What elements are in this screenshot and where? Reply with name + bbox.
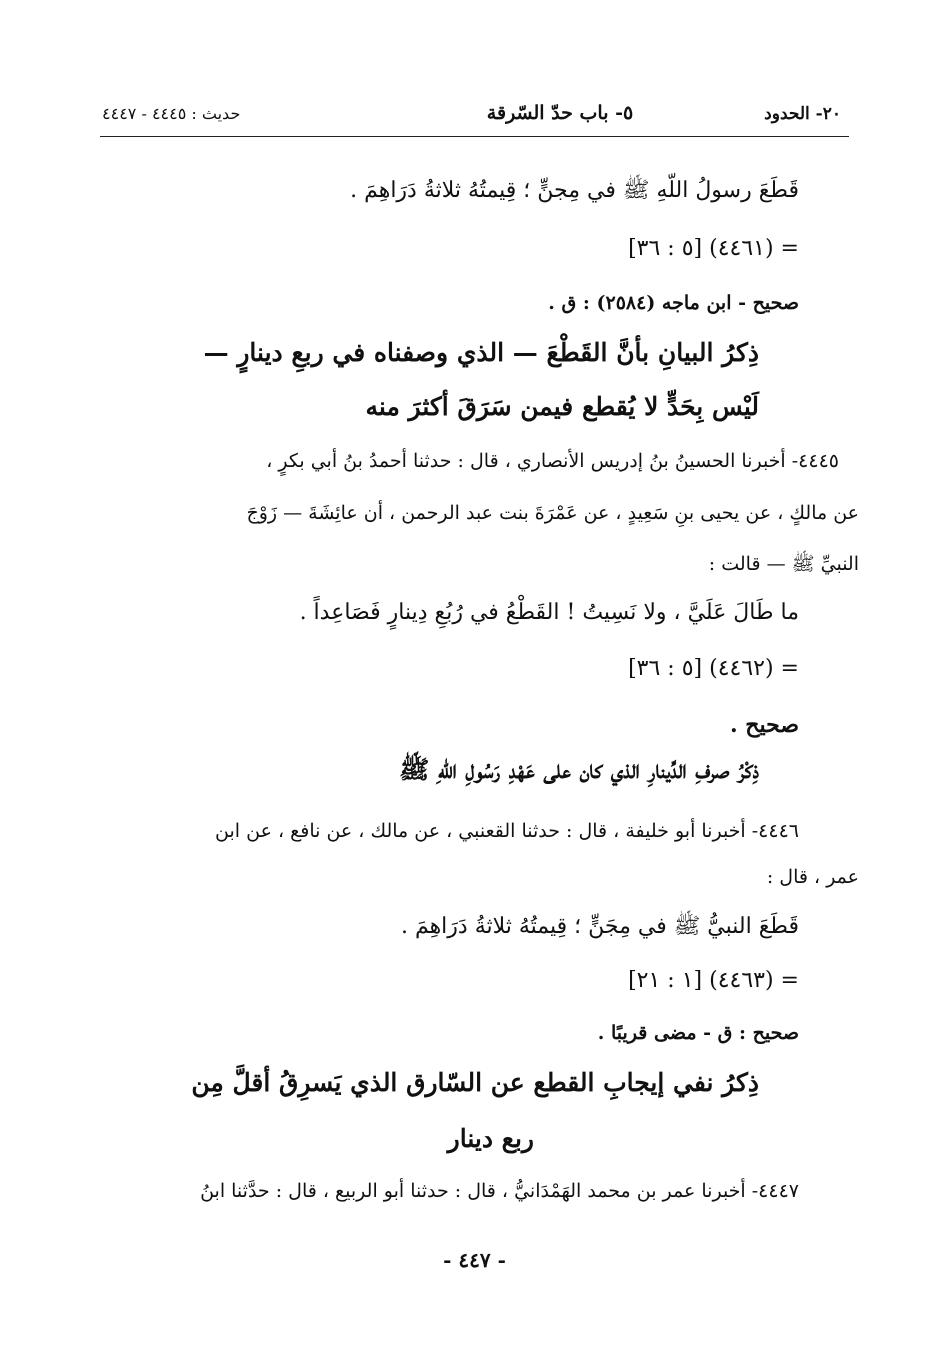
- isnad-line: النبيِّ ﷺ — قالت :: [708, 553, 859, 575]
- header-chapter-title: ٥- باب حدّ السّرقة: [486, 102, 634, 124]
- hadith-text: قَطَعَ رسولُ اللّهِ ﷺ في مِجنٍّ ؛ قِيمتُهُ ثلاثةُ دَرَاهِمَ .: [350, 178, 799, 203]
- cross-reference: = (٤٤٦٢) [٥ : ٣٦]: [628, 656, 799, 681]
- hadith-text: قَطَعَ النبيُّ ﷺ في مِجَنٍّ ؛ قِيمتُهُ ثلاثةُ دَرَاهِمَ .: [400, 914, 799, 939]
- section-heading: ذِكرُ نفي إيجابِ القطع عن السّارق الذي يَسرِقُ أقلَّ مِن: [191, 1068, 759, 1097]
- grading-note: صحيح .: [729, 712, 799, 738]
- section-heading: ذِكرُ البيانِ بأنَّ القَطْعَ — الذي وصفناه في ربعِ دينارٍ —: [203, 338, 759, 367]
- isnad-line: ٤٤٤٧- أخبرنا عمر بن محمد الهَمْدَانيُّ ، قال : حدثنا أبو الربيع ، قال : حدَّثنا ابنُ: [200, 1180, 799, 1202]
- running-header: [100, 96, 849, 137]
- isnad-line: ٤٤٤٦- أخبرنا أبو خليفة ، قال : حدثنا القعنبي ، عن مالك ، عن نافع ، عن ابن: [215, 820, 799, 842]
- hadith-text: ما طَالَ عَلَيَّ ، ولا نَسِيتُ ! القَطْعُ في رُبُعِ دِينارٍ فَصَاعِداً .: [299, 600, 799, 625]
- isnad-line: عمر ، قال :: [766, 866, 859, 888]
- cross-reference: = (٤٤٦١) [٥ : ٣٦]: [628, 236, 799, 261]
- isnad-line: ٤٤٤٥- أخبرنا الحسينُ بنُ إدريس الأنصاري ، قال : حدثنا أحمدُ بنُ أبي بكرٍ ،: [266, 450, 839, 472]
- grading-note: صحيح : ق - مضى قريبًا .: [597, 1022, 799, 1044]
- section-heading: ربع دينار: [447, 1124, 534, 1153]
- header-book-title: ٢٠- الحدود: [764, 104, 841, 124]
- page-number: - ٤٤٧ -: [443, 1248, 506, 1272]
- section-heading: ذِكْرُ صرفِ الدِّينارِ الذي كان على عَهْدِ رَسُولِ اللّهِ ﷺ: [399, 755, 759, 784]
- cross-reference: = (٤٤٦٣) [١ : ٢١]: [628, 968, 799, 993]
- grading-note: صحيح - ابن ماجه (٢٥٨٤) : ق .: [548, 292, 799, 314]
- header-hadith-range: حديث : ٤٤٤٥ - ٤٤٤٧: [102, 104, 241, 123]
- isnad-line: عن مالكٍ ، عن يحيى بنِ سَعِيدٍ ، عن عَمْرَةَ بنت عبد الرحمن ، أن عائِشَةَ — زَوْجَ: [246, 502, 859, 524]
- section-heading: لَيْس بِحَدٍّ لا يُقطع فيمن سَرَقَ أكثرَ منه: [365, 392, 759, 421]
